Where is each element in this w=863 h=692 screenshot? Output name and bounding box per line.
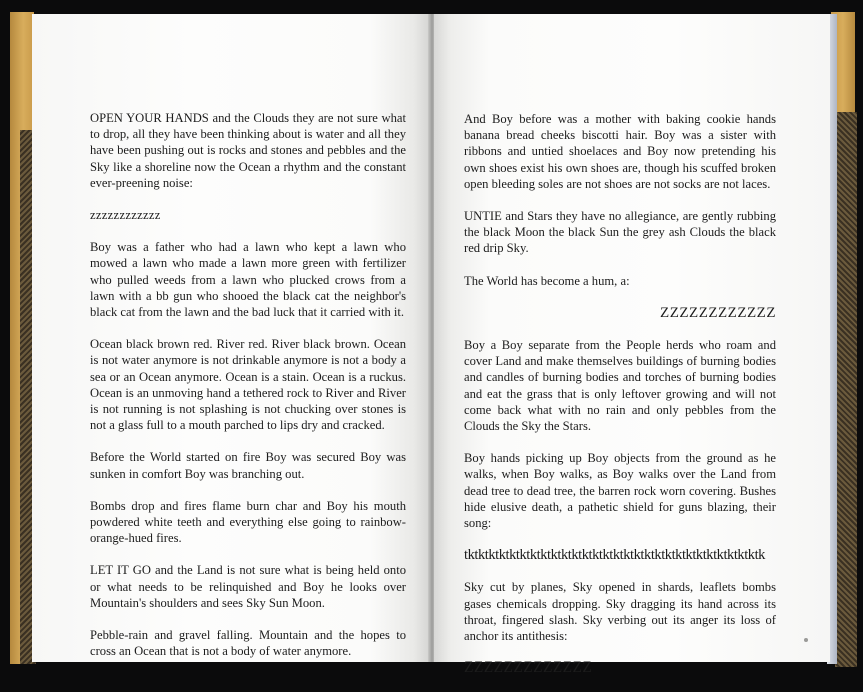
paragraph: Boy a Boy separate from the People herds who roam and cover Land and make themselves buildings of burning bodies and candles of burning bodies and torches of burning bodies and eat the grass that is only leftover growing and will not come back what with no rain and only pebbles from the Clouds the Sky the Stars. [464, 338, 776, 434]
paragraph: Pebble-rain and gravel falling. Mountain and the hopes to cross an Ocean that is not a body of water anymore. [90, 628, 406, 659]
paragraph: The World has become a hum, a: [464, 273, 630, 288]
tk-line: tktktktktktktktktktktktktktktktktktktktktktktktktktktktktk [464, 547, 765, 564]
zzz-line: ZZZZZZZZZZZZ [660, 304, 776, 321]
left-text-column [90, 110, 406, 675]
paragraph: Before the World started on fire Boy was secured Boy was sunken in comfort Boy was branching out. [90, 450, 406, 481]
paragraph: Ocean black brown red. River red. River black brown. Ocean is not water anymore is not drinkable anymore is not a body a sea or an Ocean anymore. Ocean is a stain. Ocean is a ruckus. Ocean is an unmoving hand a tethered rock to River and River is not running is not splashing is not chucking over stones is not a glass full to a mouth parched to lips dry and cracked. [90, 337, 406, 433]
paragraph: Bombs drop and fires flame burn char and Boy his mouth powdered white teeth and everything else going to rainbow-orange-hued fires. [90, 498, 406, 546]
paragraph: OPEN YOUR HANDS and the Clouds they are not sure what to drop, all they have been thinking about is water and all they have been pushing out is rocks and stones and pebbles and the Sky like a shoreline now the Ocean a rhythm and the constant ever-preening noise: [90, 111, 406, 190]
paragraph: Sky cut by planes, Sky opened in shards, leaflets bombs gases chemicals dropping. Sky dragging its hand across its throat, fingered slash. Sky verbing out its anger its loss of anchor its antithesis: [464, 580, 776, 644]
paragraph: LET IT GO and the Land is not sure what is being held onto or what needs to be relinquished and Boy he looks over Mountain's shoulders and sees Sky Sun Moon. [90, 563, 406, 610]
paragraph: UNTIE and Stars they have no allegiance, are gently rubbing the black Moon the black Sun the grey ash Clouds the black red drip Sky. [464, 209, 776, 256]
left-page [32, 14, 430, 662]
paragraph: Boy hands picking up Boy objects from the ground as he walks, when Boy walks, as Boy walks over the Land from dead tree to dead tree, the barren rock worn covering. Bushes hide elusive death, a pathetic shield for guns blazing, their song: [464, 451, 776, 531]
page-speck [804, 638, 808, 642]
zzz-line: zzzzzzzzzzzz [90, 208, 161, 223]
zzz-line: ZZZZZZZZZZZZZ [464, 659, 593, 677]
paragraph: And Boy before was a mother with baking cookie hands banana bread cheeks biscotti hair. Boy was a sister with ribbons and untied shoelaces and Boy now pretending his own shoes exist his own shoes are, though his scuffed broken open bleeding soles are not shoes are not socks are not laces. [464, 112, 776, 191]
right-endpaper-edge [835, 112, 857, 667]
paragraph: Boy was a father who had a lawn who kept a lawn who mowed a lawn who made a lawn more green with fertilizer who pulled weeds from a lawn who plucked crows from a lawn with a bb gun who shooed the black cat the neighbor's black cat from the lawn and the bad luck that it carried with it. [90, 240, 406, 320]
right-text-column [464, 111, 776, 692]
right-page [434, 14, 830, 677]
